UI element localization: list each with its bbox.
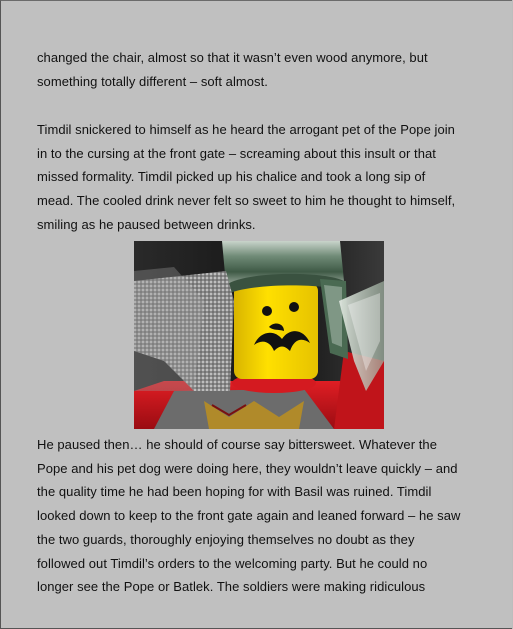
- text-line: Timdil snickered to himself as he heard the arrogant pet of the Pope join: [37, 122, 455, 137]
- lego-minifigure-photo: [134, 241, 384, 429]
- paragraph-1: [37, 46, 477, 93]
- text-line: the quality time he had been hoping for with Basil was ruined. Timdil: [37, 484, 432, 500]
- text-line: He paused then… he should of course say bittersweet. Whatever the: [37, 437, 437, 452]
- text-line: followed out Timdil’s orders to the welcoming party. But he could no: [37, 555, 428, 571]
- text-line: the two guards, thoroughly enjoying themselves no doubt as they: [37, 531, 415, 547]
- text-line: longer see the Pope or Batlek. The soldiers were making ridiculous: [37, 579, 426, 595]
- text-line: missed formality. Timdil picked up his chalice and took a long sip of: [37, 169, 426, 185]
- text-line: smiling as he paused between drinks.: [37, 216, 256, 232]
- text-line: something totally different – soft almost.: [37, 73, 268, 89]
- text-line: in to the cursing at the front gate – screaming about this insult or that: [37, 145, 436, 161]
- paragraph-3: [37, 433, 477, 599]
- text-line: changed the chair, almost so that it wasn’t even wood anymore, but: [37, 50, 428, 65]
- text-line: Pope and his pet dog were doing here, they wouldn’t leave quickly – and: [37, 460, 458, 476]
- text-line: mead. The cooled drink never felt so sweet to him he thought to himself,: [37, 193, 456, 209]
- paragraph-2: [37, 118, 477, 237]
- text-line: looked down to keep to the front gate again and leaned forward – he saw: [37, 508, 461, 524]
